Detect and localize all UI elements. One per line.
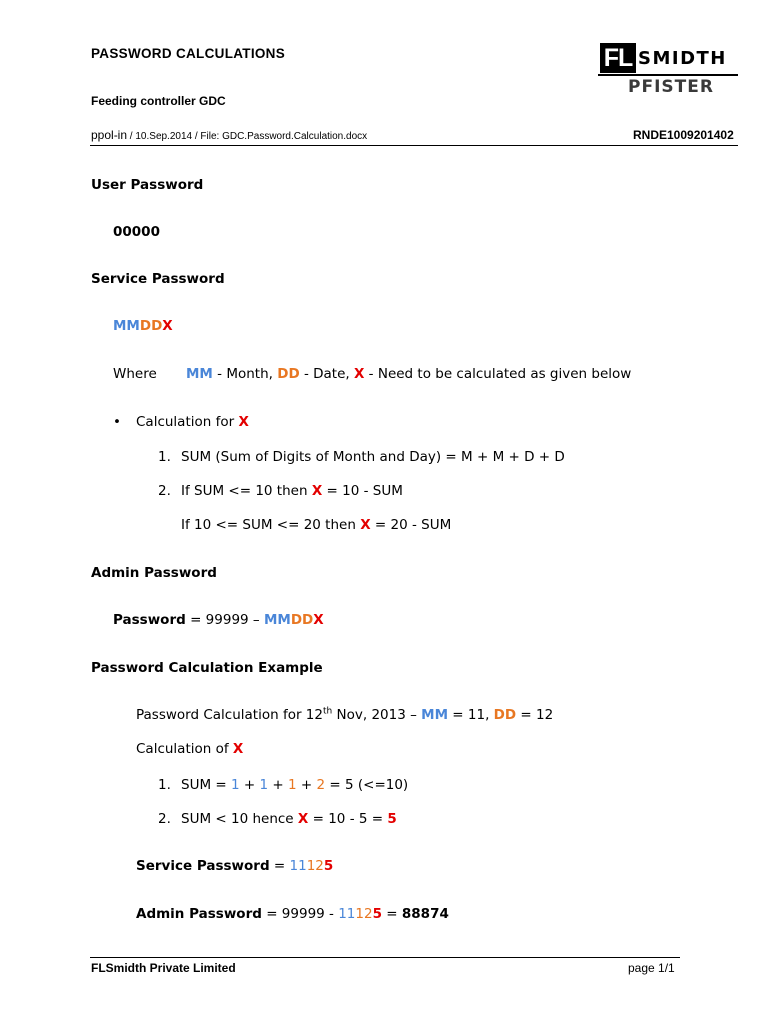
logo-pfister: PFISTER	[628, 77, 714, 97]
where-x-desc: - Need to be calculated as given below	[364, 366, 632, 382]
logo-fl: FL	[600, 43, 636, 73]
example-dd: DD	[493, 707, 517, 723]
step-1-number: 1.	[158, 449, 171, 465]
calculation-for-x	[136, 414, 249, 430]
ex-s1-plus-2: +	[268, 777, 288, 793]
ex-adm-label: Admin Password	[136, 906, 262, 922]
step-1-text: SUM (Sum of Digits of Month and Day) = M + M + D + D	[181, 449, 565, 465]
service-password-heading: Service Password	[91, 271, 225, 287]
document-title: PASSWORD CALCULATIONS	[91, 46, 286, 61]
format-mm: MM	[113, 318, 140, 334]
example-date-line	[136, 707, 553, 723]
footer-company: FLSmidth Private Limited	[91, 961, 236, 975]
ex-adm-dd: 12	[355, 906, 373, 922]
logo-divider	[598, 74, 738, 76]
step-3-x: X	[360, 517, 371, 533]
example-calc-x: X	[232, 741, 244, 757]
where-mm: MM	[186, 366, 213, 382]
where-label: Where	[113, 366, 157, 382]
ex-svc-mm: 11	[289, 858, 307, 874]
document-number: RNDE1009201402	[633, 128, 734, 142]
ex-svc-x: 5	[323, 858, 334, 874]
bullet-icon: •	[113, 414, 121, 430]
example-calc-label	[136, 741, 243, 757]
logo-mark	[598, 42, 738, 74]
where-dd: DD	[277, 366, 300, 382]
calc-for-x: X	[238, 414, 249, 430]
step-2-number: 2.	[158, 483, 171, 499]
logo-smidth: SMIDTH	[638, 48, 727, 69]
step-2-b: = 10 - SUM	[322, 483, 403, 499]
admin-x: X	[313, 612, 324, 628]
ex-s2-result: 5	[387, 811, 397, 827]
ex-s1-digit-3: 1	[288, 777, 297, 793]
step-2-alt-text	[181, 517, 451, 533]
ex-s2-b: = 10 - 5 =	[308, 811, 388, 827]
ex-s1-digit-2: 1	[259, 777, 269, 793]
ex-svc-eq: =	[269, 858, 290, 874]
example-line-c: = 11,	[448, 707, 494, 723]
step-2-text	[181, 483, 403, 499]
user-password-heading: User Password	[91, 177, 204, 193]
example-heading: Password Calculation Example	[91, 660, 323, 676]
example-line-a: Password Calculation for 12	[136, 707, 323, 723]
example-superscript: th	[322, 706, 333, 717]
header-rule	[90, 145, 738, 146]
service-password-format	[113, 318, 173, 334]
step-2-x: X	[311, 483, 323, 499]
ex-svc-label: Service Password	[136, 858, 270, 874]
where-mm-desc: - Month,	[212, 366, 278, 382]
where-x: X	[353, 366, 365, 382]
footer-page-number: page 1/1	[628, 961, 675, 975]
example-service-password	[136, 858, 333, 874]
ex-s1-plus-1: +	[239, 777, 260, 793]
example-mm: MM	[421, 707, 449, 723]
ex-adm-x: 5	[372, 906, 382, 922]
document-subtitle: Feeding controller GDC	[91, 94, 226, 108]
example-admin-password	[136, 906, 449, 922]
where-dd-desc: - Date,	[299, 366, 354, 382]
footer-rule	[90, 957, 680, 958]
ex-adm-result: 88874	[401, 906, 449, 922]
ex-s1-plus-3: +	[296, 777, 317, 793]
example-line-b: Nov, 2013 –	[332, 707, 422, 723]
ex-adm-eq2: =	[381, 906, 402, 922]
user-password-value: 00000	[113, 224, 160, 240]
ex-s2-x: X	[297, 811, 309, 827]
ex-s1-digit-1: 1	[231, 777, 240, 793]
example-line-d: = 12	[516, 707, 554, 723]
document-meta	[91, 128, 367, 142]
admin-dd: DD	[290, 612, 314, 628]
admin-password-formula	[113, 612, 324, 628]
meta-author: ppol-in	[91, 128, 128, 142]
where-definition	[186, 366, 631, 382]
ex-s1-a: SUM =	[181, 777, 231, 793]
example-step-2-text	[181, 811, 397, 827]
calc-for-label: Calculation for	[136, 414, 239, 430]
format-dd: DD	[139, 318, 163, 334]
admin-mm: MM	[263, 612, 291, 628]
example-calc-text: Calculation of	[136, 741, 233, 757]
admin-password-label: Password	[113, 612, 186, 628]
example-step-1-text	[181, 777, 408, 793]
admin-password-heading: Admin Password	[91, 565, 217, 581]
step-3-b: = 20 - SUM	[370, 517, 452, 533]
ex-s1-b: = 5 (<=10)	[325, 777, 409, 793]
format-x: X	[162, 318, 173, 334]
example-step-1-number: 1.	[158, 777, 171, 793]
ex-svc-dd: 12	[306, 858, 324, 874]
ex-adm-eq: = 99999 -	[261, 906, 339, 922]
ex-adm-mm: 11	[338, 906, 356, 922]
step-2-a: If SUM <= 10 then	[181, 483, 312, 499]
ex-s2-a: SUM < 10 hence	[181, 811, 298, 827]
example-step-2-number: 2.	[158, 811, 171, 827]
step-3-a: If 10 <= SUM <= 20 then	[181, 517, 361, 533]
flsmidth-pfister-logo	[598, 42, 738, 98]
meta-date-file: / 10.Sep.2014 / File: GDC.Password.Calculation.docx	[127, 131, 368, 142]
admin-expr: = 99999 –	[185, 612, 264, 628]
ex-s1-digit-4: 2	[316, 777, 326, 793]
